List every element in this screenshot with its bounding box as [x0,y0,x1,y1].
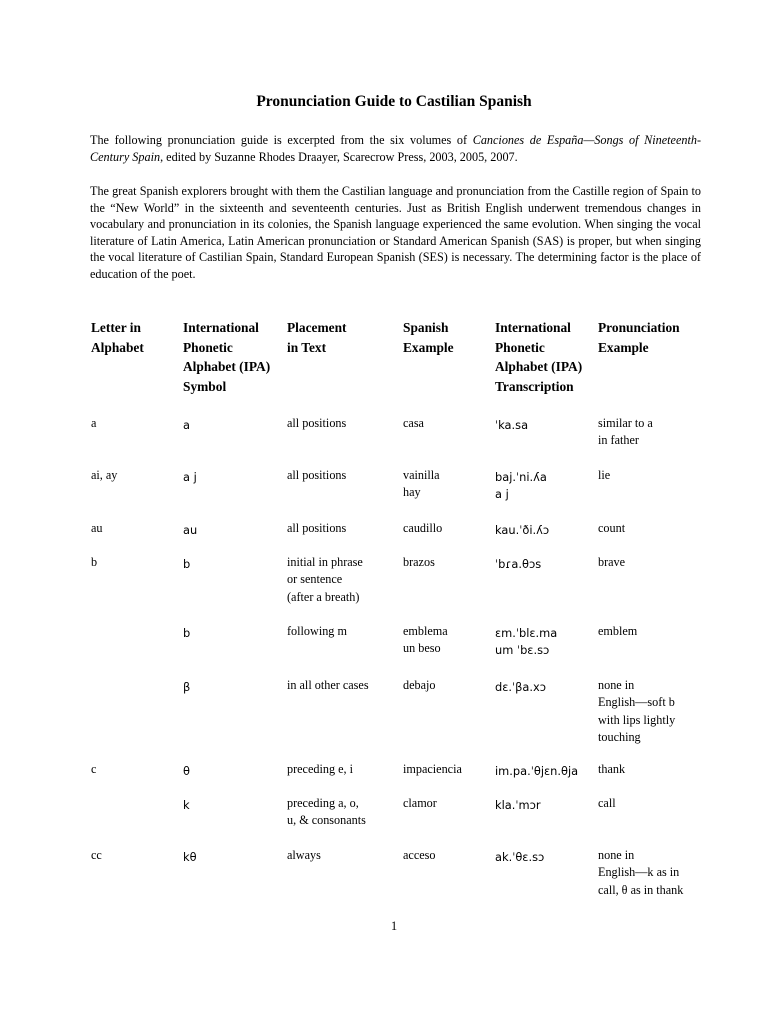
cell-line: none in [598,848,635,862]
cell-line: kla.ˈmɔr [495,798,541,812]
cell-line: ak.ˈθɛ.sɔ [495,850,545,864]
header-line: Phonetic [495,339,545,355]
cell-transcription [495,417,528,434]
header-ipa-transcription [495,318,582,396]
cell-placement [287,623,347,640]
cell-line: kθ [183,850,197,864]
cell-line: hay [403,485,421,500]
cell-line: c [91,762,97,776]
cell-pronunciation [598,554,625,571]
cell-transcription [495,522,549,539]
cell-line: kau.ˈði.ʎɔ [495,523,550,537]
history-paragraph: The great Spanish explorers brought with them the Castilian language and pronunciation from the Castille region of Spain to the “New World” in the sixteenth and seventeenth centuries. Just as British English underwent tremendous changes in vocabulary and pronunciation in its colonies, the Spanish language experienced the same evolution. When singing the vocal literature of Latin America, Latin American pronunciation or Standard American Spanish (SAS) is proper, but when singing the vocal literature of Castilian Spain, Standard European Spanish (SES) is necessary. The determining factor is the place of education of the poet. [90,184,701,281]
cell-example [403,847,435,864]
cell-pronunciation [598,520,625,537]
cell-line: β [183,680,191,694]
cell-line: preceding a, o, [287,796,359,810]
cell-line: a [183,418,190,432]
cell-example [403,677,436,694]
header-line: Phonetic [183,339,233,355]
cell-letter [91,520,103,537]
cell-example [403,795,437,812]
cell-line [91,795,94,812]
cell-pronunciation [598,467,610,484]
cell-line: im.pa.ˈθjɛn.θja [495,764,579,778]
cell-line: brave [598,555,626,569]
header-letter [91,318,144,357]
cell-line: touching [598,729,641,744]
page-number: 1 [390,919,398,933]
header-line: Example [598,339,649,355]
cell-line: preceding e, i [287,762,353,776]
cell-symbol [183,522,197,539]
cell-line: emblem [598,624,638,638]
cell-letter [91,677,94,694]
header-line: International [183,320,259,335]
cell-line: in all other cases [287,678,369,692]
cell-line: k [183,798,190,812]
header-placement [287,318,347,357]
cell-line: all positions [287,416,347,430]
cell-pronunciation [598,415,653,450]
header-line: Pronunciation [598,320,680,335]
cell-transcription [495,556,541,573]
cell-pronunciation [598,795,616,812]
cell-line: ˈbɾa.θɔs [495,557,542,571]
cell-symbol [183,679,190,696]
cell-transcription [495,849,544,866]
cell-line: (after a breath) [287,589,360,604]
cell-letter [91,623,94,640]
cell-line: with lips lightly [598,712,676,727]
cell-line: call [598,796,616,810]
cell-placement [287,761,353,778]
header-line: Letter in [91,320,141,335]
cell-pronunciation [598,623,637,640]
cell-line: au [91,521,103,535]
cell-letter [91,761,96,778]
cell-line: none in [598,678,635,692]
cell-line [91,623,94,640]
cell-symbol [183,417,190,434]
intro-paragraph [90,132,701,165]
cell-line: always [287,848,321,862]
cell-transcription [495,679,546,696]
cell-line: acceso [403,848,436,862]
cell-line: ɛm.ˈblɛ.ma [495,626,558,640]
cell-placement [287,847,321,864]
header-spanish-example [403,318,454,357]
cell-line: brazos [403,555,435,569]
cell-example [403,554,435,571]
cell-transcription [495,797,541,814]
cell-line: English—soft b [598,695,675,710]
cell-letter [91,467,117,484]
cell-line: θ [183,764,190,778]
header-line: Alphabet (IPA) [183,359,271,374]
cell-letter [91,847,102,864]
cell-line: b [183,626,191,640]
cell-line: b [183,557,191,571]
cell-line: ai, ay [91,468,118,482]
header-line: in Text [287,339,327,355]
header-line: Placement [287,320,347,335]
cell-pronunciation [598,761,625,778]
cell-line: cc [91,848,102,862]
cell-symbol [183,849,197,866]
cell-line: all positions [287,521,347,535]
cell-transcription [495,763,578,780]
cell-line: impaciencia [403,762,462,776]
cell-line: emblema [403,624,448,638]
header-pronunciation [598,318,680,357]
cell-line: a j [495,487,509,502]
header-line: Alphabet (IPA) [495,359,583,374]
cell-line: in father [598,433,639,448]
cell-pronunciation [598,847,683,899]
cell-letter [91,795,94,812]
cell-pronunciation [598,677,675,746]
cell-line: dɛ.ˈβa.xɔ [495,680,547,694]
cell-transcription [495,625,557,660]
cell-line: thank [598,762,626,776]
intro-text-start: The following pronunciation guide is excerpted from the six volumes of [90,133,473,147]
header-line: International [495,320,571,335]
header-line: Example [403,339,454,355]
cell-symbol [183,763,190,780]
cell-line: au [183,523,198,537]
cell-line: ˈka.sa [495,418,529,432]
cell-example [403,761,462,778]
cell-line: English—k as in [598,865,680,880]
cell-line: lie [598,468,611,482]
page-title: Pronunciation Guide to Castilian Spanish [256,93,532,110]
cell-line: debajo [403,678,436,692]
cell-line: following m [287,624,347,638]
book-title: Canciones de España—Songs of Nineteenth-Century Spain [90,133,701,164]
cell-symbol [183,625,190,642]
cell-line: vainilla [403,468,440,482]
cell-line: initial in phrase [287,555,363,569]
cell-line: un beso [403,641,441,656]
cell-placement [287,520,346,537]
cell-line: b [91,555,98,569]
cell-placement [287,467,346,484]
cell-placement [287,415,346,432]
cell-line: caudillo [403,521,443,535]
cell-symbol [183,469,197,486]
header-line: Transcription [495,378,574,394]
header-ipa-symbol [183,318,270,396]
cell-line: all positions [287,468,347,482]
cell-line [91,677,94,694]
cell-line: um ˈbɛ.sɔ [495,643,550,658]
cell-line: baj.ˈni.ʎa [495,470,547,484]
cell-line: u, & consonants [287,813,366,828]
cell-example [403,467,440,502]
cell-symbol [183,797,190,814]
cell-example [403,415,424,432]
cell-example [403,623,448,658]
cell-transcription [495,469,547,504]
cell-line: clamor [403,796,437,810]
cell-line: a [91,416,97,430]
cell-example [403,520,442,537]
cell-placement [287,677,369,694]
cell-letter [91,554,97,571]
cell-placement [287,795,366,830]
cell-symbol [183,556,190,573]
cell-line: a j [183,470,197,484]
cell-placement [287,554,363,606]
cell-line: call, θ as in thank [598,882,684,897]
intro-text-end: , edited by Suzanne Rhodes Draayer, Scarecrow Press, 2003, 2005, 2007. [160,149,518,164]
cell-line: count [598,521,626,535]
cell-line: similar to a [598,416,653,430]
cell-line: or sentence [287,572,343,587]
cell-line: casa [403,416,424,430]
header-line: Spanish [403,320,449,335]
header-line: Alphabet [91,339,144,355]
cell-letter [91,415,96,432]
header-line: Symbol [183,378,227,394]
